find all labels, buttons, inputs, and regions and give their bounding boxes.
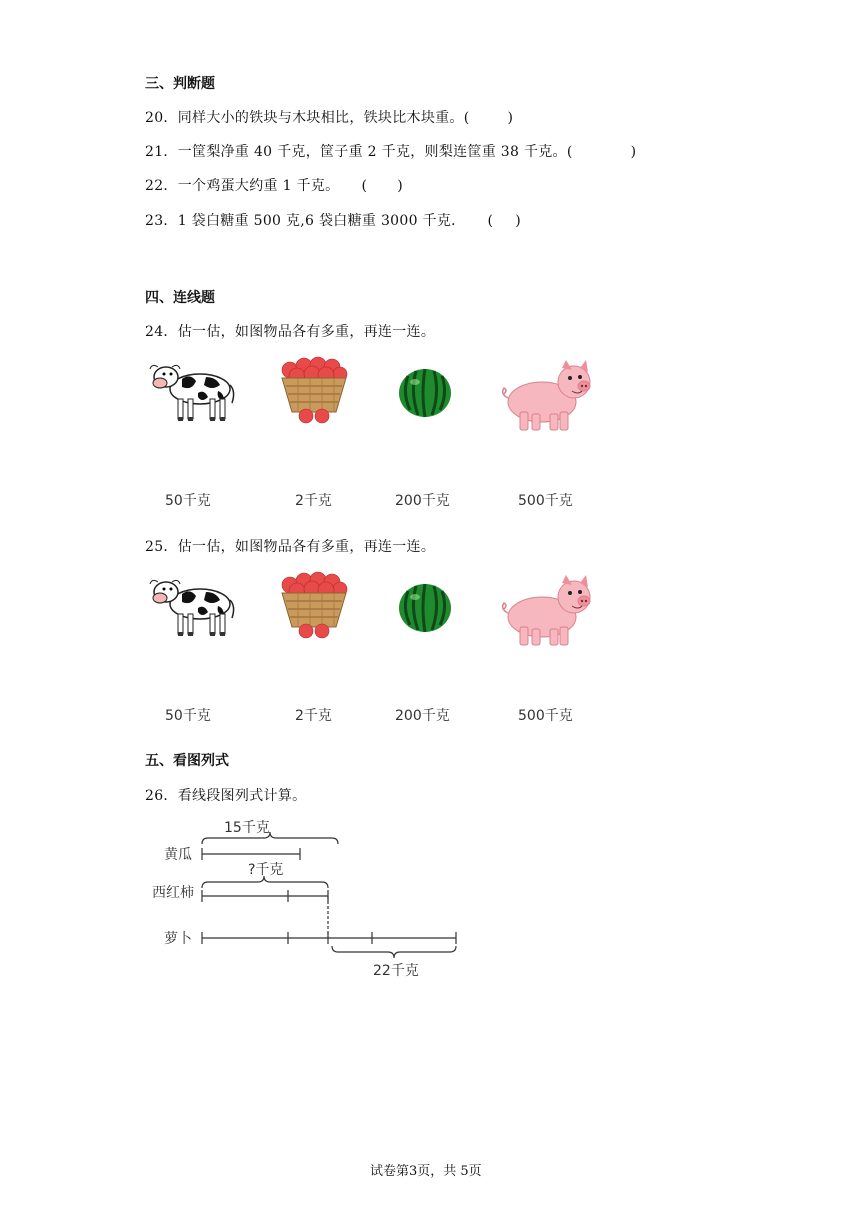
pig-image [498,575,596,649]
question-26 [145,785,306,805]
question-number: 22． [145,178,178,194]
question-number: 24． [145,324,178,340]
question-number: 20． [145,110,178,126]
radish-extra-brace [332,946,456,958]
weight-label-1: 50千克 [165,493,211,509]
answer-paren-open: ( [361,178,368,194]
question-number: 23． [145,213,178,229]
radish-extra-weight-label: 22千克 [373,963,419,979]
question-text: 1 袋白糖重 500 克,6 袋白糖重 3000 千克． [177,213,466,229]
answer-paren-close: ) [507,110,514,126]
question-text: 估一估，如图物品各有多重，再连一连。 [177,539,436,555]
question-24 [145,321,435,341]
watermelon-image [398,583,452,633]
pig-image [498,360,596,434]
answer-paren-open: ( [487,213,494,229]
cucumber-weight-label: 15千克 [224,820,270,836]
apple-basket-image [278,356,350,424]
row-label-radish: 萝卜 [164,931,192,947]
question-number: 25． [145,539,178,555]
question-23 [145,210,521,230]
answer-paren-close: ) [397,178,403,194]
page-footer: 试卷第3页，共 5页 [370,1164,482,1179]
question-text: 看线段图列式计算。 [177,788,307,804]
section-title-judge: 三、判断题 [145,76,215,92]
section-title-equation: 五、看图列式 [145,753,229,769]
weight-label-4: 500千克 [518,708,573,724]
row-label-tomato: 西红柿 [152,885,194,901]
question-22 [145,175,403,195]
question-text: 估一估，如图物品各有多重，再连一连。 [177,324,436,340]
cow-image [148,355,238,427]
question-text: 同样大小的铁块与木块相比，铁块比木块重。( [177,110,470,126]
segment-diagram [140,810,480,990]
weight-label-3: 200千克 [395,493,450,509]
weight-label-3: 200千克 [395,708,450,724]
tomato-weight-label: ?千克 [248,862,284,878]
question-number: 26． [145,788,178,804]
answer-paren-close: ) [630,144,637,160]
weight-label-4: 500千克 [518,493,573,509]
row-label-cucumber: 黄瓜 [164,847,192,863]
question-25 [145,536,435,556]
question-20 [145,107,513,127]
watermelon-image [398,368,452,418]
cow-image [148,570,238,642]
question-text: 一个鸡蛋大约重 1 千克。 [177,178,340,194]
weight-label-2: 2千克 [295,493,332,509]
weight-label-2: 2千克 [295,708,332,724]
question-text: 一筐梨净重 40 千克，筐子重 2 千克，则梨连筐重 38 千克。( [177,144,573,160]
answer-paren-close: ) [515,213,521,229]
cucumber-brace [202,832,338,844]
question-21 [145,141,636,161]
apple-basket-image [278,571,350,639]
question-number: 21． [145,144,178,160]
weight-label-1: 50千克 [165,708,211,724]
section-title-matching: 四、连线题 [145,290,215,306]
